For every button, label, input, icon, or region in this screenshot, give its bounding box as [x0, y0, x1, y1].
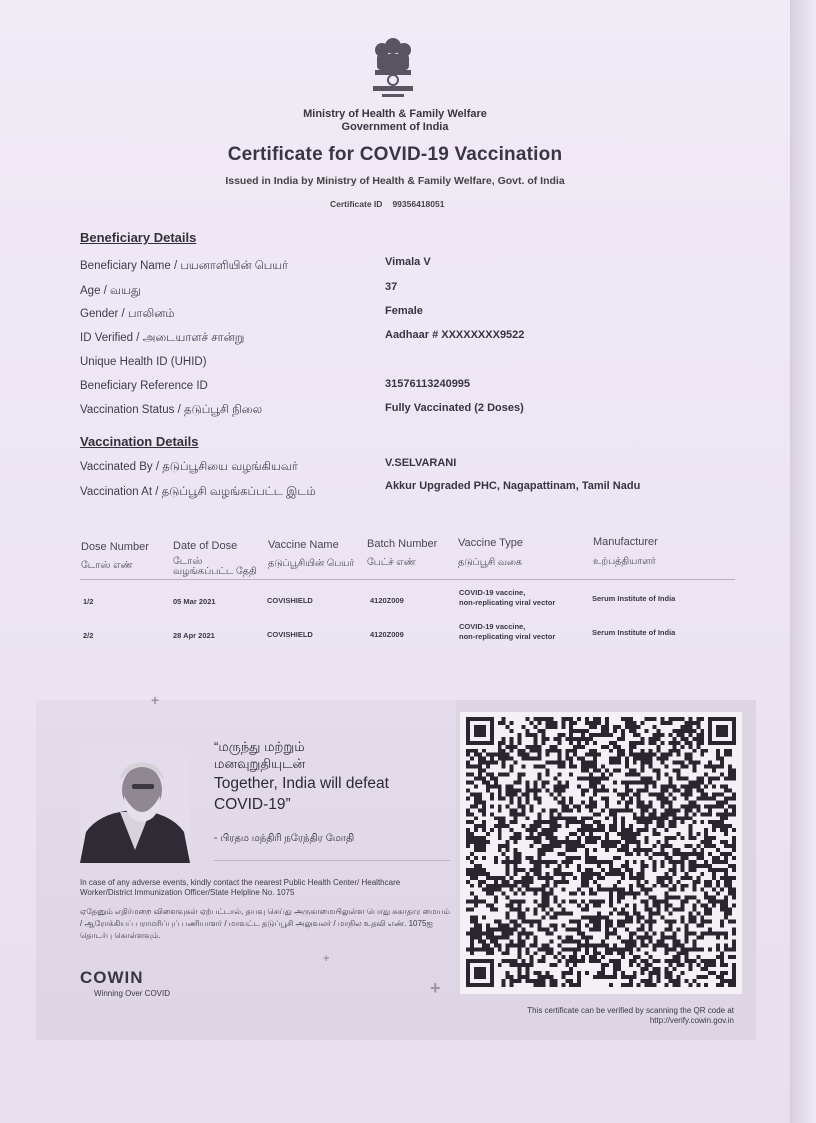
id-verified-label: ID Verified / அடையாளச் சான்று	[80, 332, 245, 344]
batch-number: 4120Z009	[370, 596, 404, 605]
quote-tamil-line1: “மருந்து மற்றும்	[214, 739, 305, 754]
dose-number: 1/2	[83, 597, 94, 606]
gender-label: Gender / பாலினம்	[80, 308, 175, 320]
age-value: 37	[385, 281, 398, 293]
quote-english-line2: COVID-19”	[214, 796, 291, 813]
reference-id-value: 31576113240995	[385, 378, 471, 390]
col-vaccine-name: Vaccine Name	[268, 539, 339, 551]
beneficiary-name-label: Beneficiary Name / பயனாளியின் பெயர்	[80, 260, 289, 272]
vaccinated-at-label: Vaccination At / தடுப்பூசி வழங்கப்பட்ட இடம்	[80, 486, 316, 498]
beneficiary-name-value: Vimala V	[385, 256, 431, 268]
col-dose-number: Dose Number	[81, 541, 149, 553]
quote-tamil-line2: மனவுறுதியுடன்	[214, 756, 306, 771]
id-verified-value: Aadhaar # XXXXXXXX9522	[385, 329, 525, 341]
batch-number: 4120Z009	[370, 630, 404, 639]
col-date-of-dose-ta: டோஸ் வழங்கப்பட்ட தேதி	[173, 556, 257, 577]
col-vaccine-name-ta: தடுப்பூசியின் பெயர்	[268, 558, 355, 569]
certificate-title: Certificate for COVID-19 Vaccination	[227, 144, 563, 165]
vaccination-status-label: Vaccination Status / தடுப்பூசி நிலை	[80, 404, 263, 416]
col-vaccine-type-ta: தடுப்பூசி வகை	[458, 557, 523, 568]
col-batch-number-ta: பேட்ச் எண்	[367, 557, 416, 568]
vaccinated-by-value: V.SELVARANI	[385, 457, 457, 469]
col-manufacturer: Manufacturer	[593, 536, 658, 548]
certificate-id-label: Certificate ID	[330, 199, 383, 209]
plus-mark-icon: +	[323, 953, 330, 965]
qr-code-icon	[466, 716, 736, 988]
quote-attribution: - பிரதம மந்திரி நரேந்திர மோதி	[214, 833, 355, 844]
age-label: Age / வயது	[80, 285, 141, 297]
col-manufacturer-ta: உற்பத்தியாளர்	[593, 556, 656, 567]
verify-line1: This certificate can be verified by scanning the QR code at	[527, 1006, 734, 1015]
beneficiary-heading: Beneficiary Details	[80, 230, 197, 245]
vaccination-heading: Vaccination Details	[80, 434, 199, 449]
col-batch-number: Batch Number	[367, 538, 438, 550]
certificate-id	[330, 199, 444, 209]
plus-mark-icon: +	[151, 692, 160, 708]
vaccine-type-line1: COVID-19 vaccine,	[459, 588, 526, 597]
cowin-logo: COWIN	[80, 968, 144, 987]
vaccinated-by-label: Vaccinated By / தடுப்பூசியை வழங்கியவர்	[80, 461, 298, 473]
helpline-tamil: ஏதேனும் எதிர்மறை விளைவுகள் ஏற்பட்டால், தயவு செய்து அருகாமையிலுள்ள பொது சுகாதார மையம் / ஆரோக்கியப் பராமரிப்புப் பணியாளர் / மாவட்ட தடுப்பூசி அலுவலர் / மாநில உதவி எண். 1075ஐ தொடர்பு கொள்ளவும்.	[80, 907, 450, 940]
manufacturer: Serum Institute of India	[592, 628, 676, 637]
verify-note	[440, 1006, 734, 1026]
vaccine-type-line1: COVID-19 vaccine,	[459, 622, 526, 631]
quote	[214, 738, 454, 813]
helpline-english: In case of any adverse events, kindly contact the nearest Public Health Center/ Healthcare Worker/District Immunization Officer/State Helpline No. 1075	[80, 878, 401, 897]
manufacturer: Serum Institute of India	[592, 594, 676, 603]
dose-date: 05 Mar 2021	[173, 597, 216, 606]
government-name: Government of India	[341, 121, 449, 133]
plus-mark-icon: +	[430, 978, 441, 998]
certificate-id-value: 99356418051	[392, 199, 445, 209]
col-vaccine-type: Vaccine Type	[458, 537, 524, 549]
footer-divider	[214, 860, 450, 861]
reference-id-label: Beneficiary Reference ID	[80, 380, 208, 392]
col-date-of-dose: Date of Dose	[173, 540, 238, 552]
vaccine-type-line2: non-replicating viral vector	[459, 632, 556, 641]
national-emblem-icon	[368, 34, 418, 106]
verify-url[interactable]: http://verify.cowin.gov.in	[649, 1016, 734, 1025]
paper-edge	[790, 0, 816, 1123]
dose-number: 2/2	[83, 631, 94, 640]
table-header-divider	[80, 579, 735, 580]
vaccinated-at-value: Akkur Upgraded PHC, Nagapattinam, Tamil Nadu	[385, 480, 641, 492]
quote-english-line1: Together, India will defeat	[214, 775, 389, 792]
gender-value: Female	[385, 305, 423, 317]
vaccination-status-value: Fully Vaccinated (2 Doses)	[385, 402, 524, 414]
portrait-photo	[80, 750, 190, 863]
uhid-label: Unique Health ID (UHID)	[80, 356, 207, 368]
col-dose-number-ta: டோஸ் எண்	[81, 560, 133, 571]
ministry-name: Ministry of Health & Family Welfare	[303, 108, 487, 120]
cowin-tagline: Winning Over COVID	[94, 989, 171, 998]
vaccine-type-line2: non-replicating viral vector	[459, 598, 556, 607]
certificate-subtitle: Issued in India by Ministry of Health & Family Welfare, Govt. of India	[225, 175, 565, 187]
vaccine-name: COVISHIELD	[267, 596, 313, 605]
vaccine-name: COVISHIELD	[267, 630, 313, 639]
dose-date: 28 Apr 2021	[173, 631, 215, 640]
